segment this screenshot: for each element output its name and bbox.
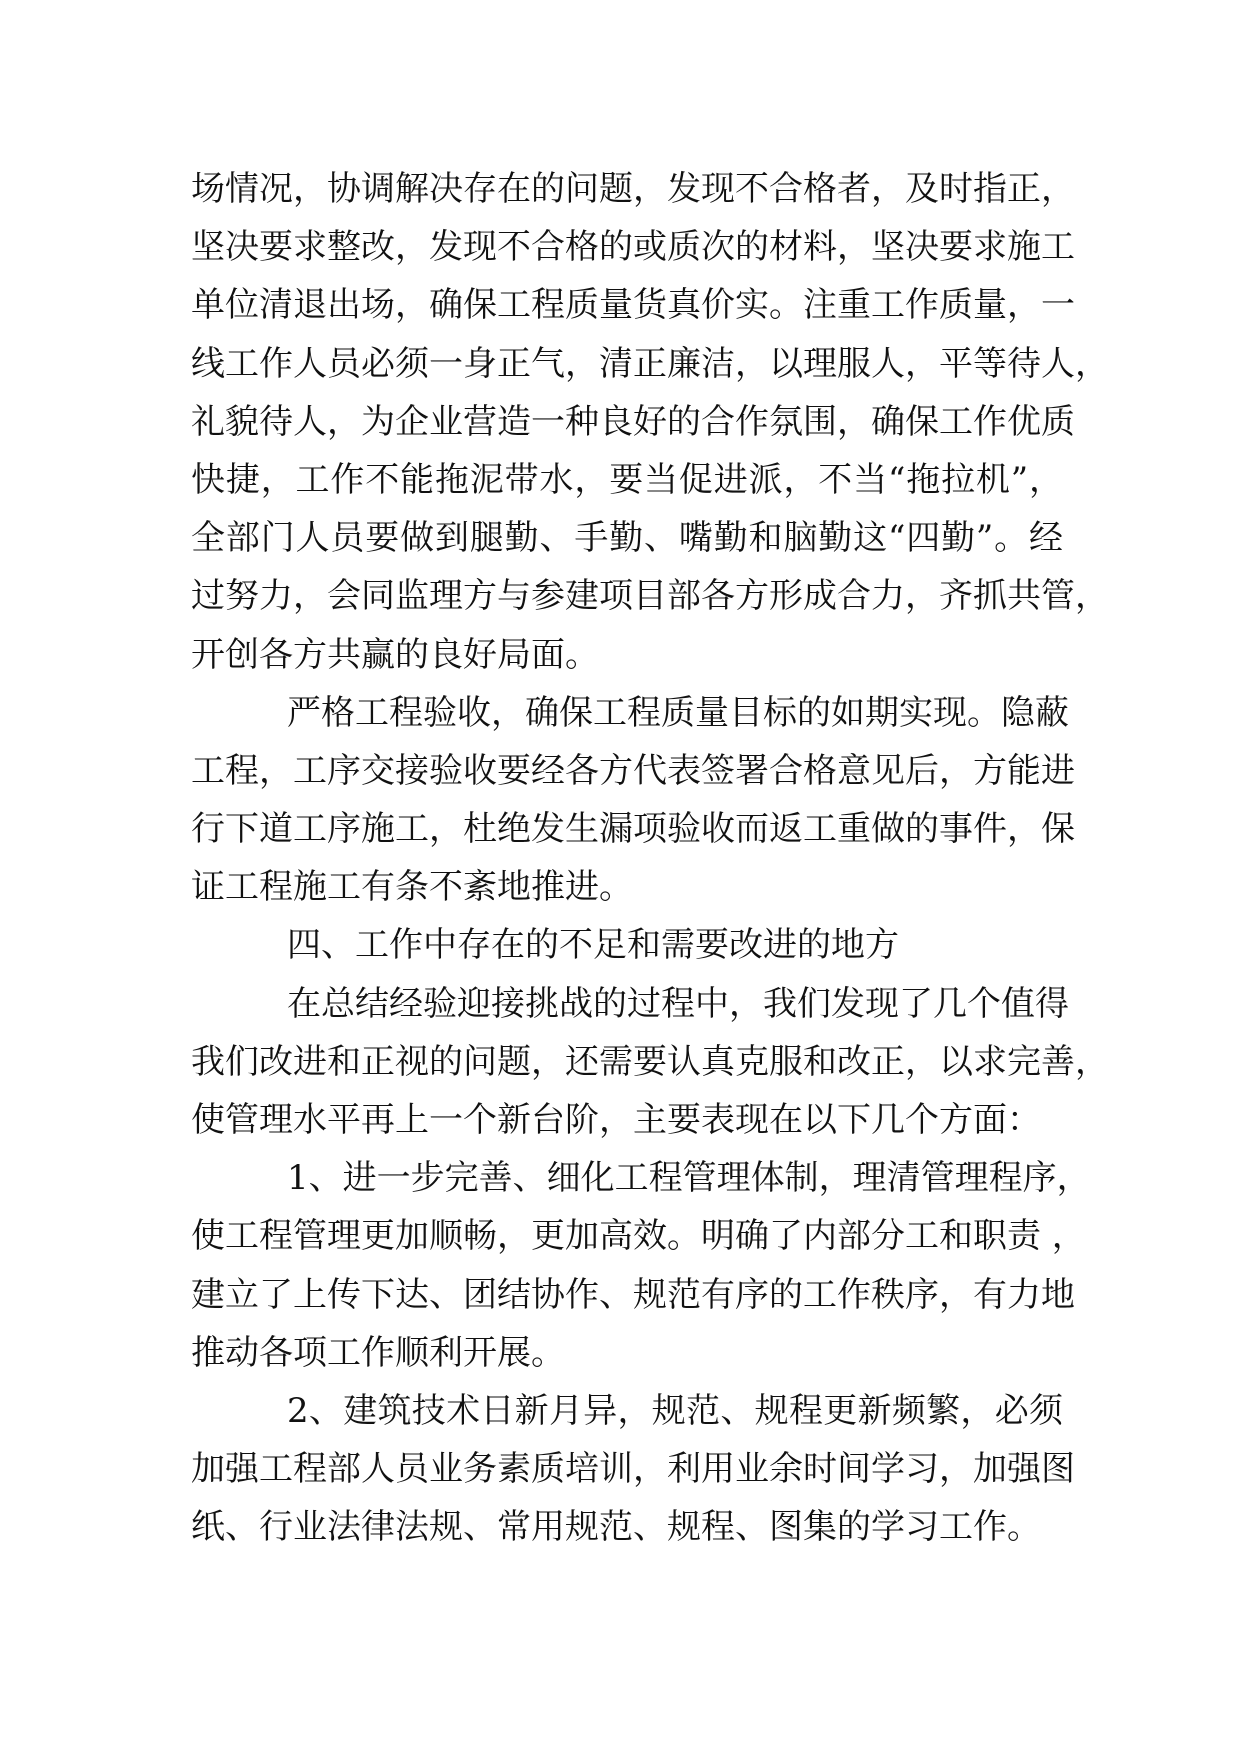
text-line: 行下道工序施工，杜绝发生漏项验收而返工重做的事件，保	[191, 809, 1075, 850]
document-page	[191, 160, 1109, 1557]
text-line: 礼貌待人，为企业营造一种良好的合作氛围，确保工作优质	[191, 401, 1075, 442]
text-line: 使工程管理更加顺畅，更加高效。明确了内部分工和职责 ，	[191, 1216, 1086, 1257]
text-line: 全部门人员要做到腿勤、手勤、嘴勤和脑勤这“四勤”。经	[191, 518, 1063, 559]
text-line: 场情况，协调解决存在的问题，发现不合格者，及时指正，	[191, 169, 1075, 209]
text-line: 纸、行业法律法规、常用规范、规程、图集的学习工作。	[191, 1507, 1041, 1548]
paragraph-4	[191, 1149, 1091, 1382]
text-line: 单位清退出场，确保工程质量货真价实。注重工作质量，一	[191, 285, 1075, 326]
paragraph-5	[191, 1382, 1075, 1557]
text-line: 加强工程部人员业务素质培训，利用业余时间学习，加强图	[191, 1449, 1075, 1490]
text-line: 证工程施工有条不紊地推进。	[191, 867, 633, 908]
text-line: 建立了上传下达、团结协作、规范有序的工作秩序，有力地	[191, 1274, 1075, 1315]
heading-line: 四、工作中存在的不足和需要改进的地方	[287, 925, 899, 966]
text-line: 坚决要求整改，发现不合格的或质次的材料，坚决要求施工	[191, 227, 1075, 268]
text-line: 推动各项工作顺利开展。	[191, 1332, 565, 1373]
text-line: 线工作人员必须一身正气，清正廉洁，以理服人，平等待人，	[191, 343, 1109, 384]
text-line: 快捷，工作不能拖泥带水，要当促进派，不当“拖拉机”，	[191, 459, 1063, 500]
text-line: 在总结经验迎接挑战的过程中，我们发现了几个值得	[287, 983, 1069, 1024]
paragraph-2	[191, 684, 1075, 917]
paragraph-3	[191, 975, 1109, 1150]
text-line: 使管理水平再上一个新台阶，主要表现在以下几个方面：	[191, 1100, 1041, 1140]
text-line: 过努力，会同监理方与参建项目部各方形成合力，齐抓共管，	[191, 576, 1109, 617]
text-line: 我们改进和正视的问题，还需要认真克服和改正，以求完善，	[191, 1041, 1109, 1082]
text-line: 严格工程验收，确保工程质量目标的如期实现。隐蔽	[287, 692, 1069, 733]
paragraph-1	[191, 160, 1109, 684]
text-line: 工程，工序交接验收要经各方代表签署合格意见后，方能进	[191, 750, 1075, 791]
text-line: 2、建筑技术日新月异，规范、规程更新频繁，必须	[287, 1390, 1063, 1431]
text-line: 开创各方共赢的良好局面。	[191, 634, 599, 675]
text-line: 1、进一步完善、细化工程管理体制，理清管理程序，	[287, 1158, 1091, 1199]
section-heading	[191, 916, 1063, 974]
